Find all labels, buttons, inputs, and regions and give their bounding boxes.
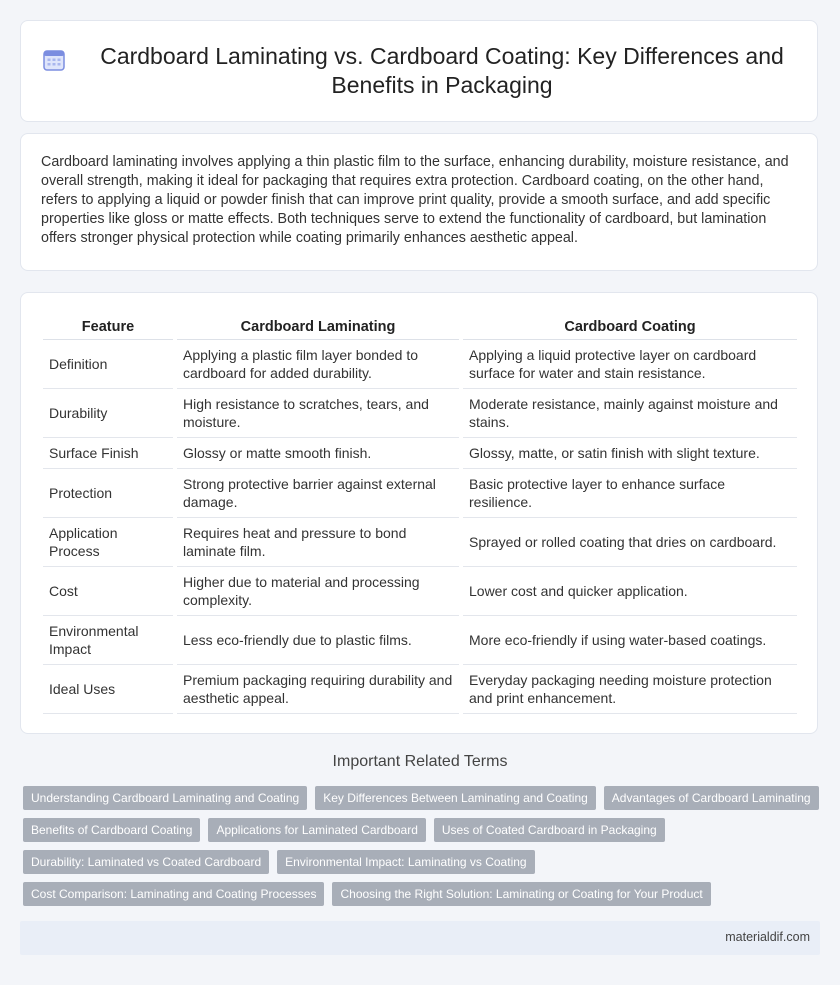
footer [20,921,820,955]
row-coating: Everyday packaging needing moisture protection and print enhancement. [461,665,797,714]
table-row [43,616,797,665]
comparison-table-card [20,292,818,734]
row-feature: Cost [43,567,175,616]
intro-card [20,133,818,271]
table-row [43,518,797,567]
row-laminating: Strong protective barrier against external damage. [175,469,461,518]
related-tag[interactable]: Key Differences Between Laminating and Coating [315,786,596,810]
related-terms-tags [23,786,823,914]
row-feature: Durability [43,389,175,438]
related-tag[interactable]: Uses of Coated Cardboard in Packaging [434,818,665,842]
related-tag[interactable]: Environmental Impact: Laminating vs Coating [277,850,534,874]
header-feature: Feature [43,313,175,340]
related-tag[interactable]: Cost Comparison: Laminating and Coating Processes [23,882,324,906]
page-title: Cardboard Laminating vs. Cardboard Coating: Key Differences and Benefits in Packaging [100,43,784,98]
related-tag[interactable]: Benefits of Cardboard Coating [23,818,200,842]
comparison-table [43,313,797,714]
row-feature: Application Process [43,518,175,567]
row-laminating: Higher due to material and processing complexity. [175,567,461,616]
row-feature: Definition [43,340,175,389]
row-coating: Glossy, matte, or satin finish with slight texture. [461,438,797,469]
table-row [43,340,797,389]
table-row [43,438,797,469]
row-coating: Basic protective layer to enhance surface resilience. [461,469,797,518]
row-laminating: Requires heat and pressure to bond laminate film. [175,518,461,567]
row-feature: Surface Finish [43,438,175,469]
row-laminating: Premium packaging requiring durability and aesthetic appeal. [175,665,461,714]
row-laminating: High resistance to scratches, tears, and moisture. [175,389,461,438]
intro-paragraph: Cardboard laminating involves applying a thin plastic film to the surface, enhancing durability, moisture resistance, and overall strength, making it ideal for packaging that requires extra protection. Cardboard coating, on the other hand, refers to applying a liquid or powder finish that can improve print quality, provide a smooth surface, and add specific properties like gloss or matte effects. Both techniques serve to extend the functionality of cardboard, but lamination offers stronger physical protection while coating primarily enhances aesthetic appeal. [41,154,789,246]
table-row [43,469,797,518]
table-row [43,567,797,616]
header-laminating: Cardboard Laminating [175,313,461,340]
header-card [20,20,818,122]
footer-site-link[interactable]: materialdif.com [725,930,810,944]
related-tag[interactable]: Choosing the Right Solution: Laminating or Coating for Your Product [332,882,710,906]
related-terms-title: Important Related Terms [332,753,508,770]
row-laminating: Less eco-friendly due to plastic films. [175,616,461,665]
table-row [43,665,797,714]
table-row [43,389,797,438]
related-tag[interactable]: Durability: Laminated vs Coated Cardboard [23,850,269,874]
row-coating: Moderate resistance, mainly against moisture and stains. [461,389,797,438]
row-coating: Applying a liquid protective layer on cardboard surface for water and stain resistance. [461,340,797,389]
related-tag[interactable]: Advantages of Cardboard Laminating [604,786,819,810]
row-feature: Ideal Uses [43,665,175,714]
calendar-icon [41,47,67,73]
header-coating: Cardboard Coating [461,313,797,340]
table-header-row [43,313,797,340]
related-tag[interactable]: Applications for Laminated Cardboard [208,818,425,842]
row-coating: Sprayed or rolled coating that dries on cardboard. [461,518,797,567]
row-coating: More eco-friendly if using water-based coatings. [461,616,797,665]
related-tag[interactable]: Understanding Cardboard Laminating and Coating [23,786,307,810]
row-laminating: Glossy or matte smooth finish. [175,438,461,469]
row-feature: Environmental Impact [43,616,175,665]
row-laminating: Applying a plastic film layer bonded to cardboard for added durability. [175,340,461,389]
row-feature: Protection [43,469,175,518]
row-coating: Lower cost and quicker application. [461,567,797,616]
